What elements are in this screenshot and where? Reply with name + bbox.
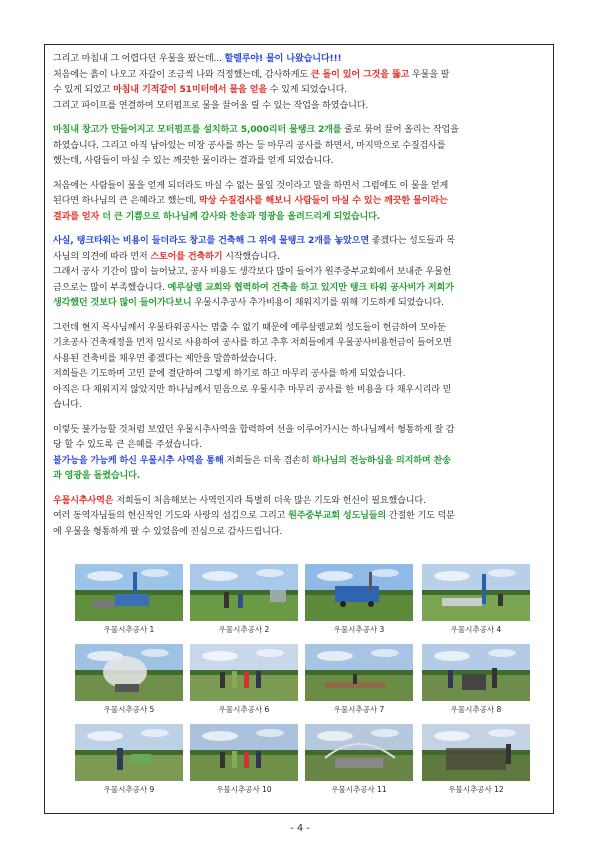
text-line bbox=[53, 525, 547, 541]
text-line bbox=[53, 438, 547, 454]
photo-item bbox=[75, 564, 183, 635]
highlighted-text: 과 영광을 돌렸습니다. bbox=[53, 471, 141, 481]
photo-item bbox=[422, 564, 530, 635]
photo-image bbox=[305, 644, 413, 701]
text-line bbox=[53, 296, 547, 312]
paragraph-gap bbox=[53, 225, 547, 234]
paragraph-gap bbox=[53, 114, 547, 123]
paragraph-gap bbox=[53, 170, 547, 179]
photo-image bbox=[305, 724, 413, 781]
text-run: 좋겠다는 성도들과 목 bbox=[368, 236, 455, 246]
photo-image bbox=[190, 724, 298, 781]
text-line bbox=[53, 509, 547, 525]
photo-item bbox=[75, 644, 183, 715]
paragraph bbox=[53, 494, 547, 541]
text-run: 습니다. bbox=[53, 400, 82, 410]
text-line bbox=[53, 469, 547, 485]
photo-caption: 우물시추공사 8 bbox=[450, 705, 502, 714]
text-line bbox=[53, 321, 547, 337]
text-run: 에 우물을 형통하게 팔 수 있었음에 진심으로 감사드립니다. bbox=[53, 526, 283, 537]
highlighted-text: 원주중부교회 성도님들의 bbox=[288, 511, 387, 521]
text-run: 그런데 현지 목사님께서 우물타워공사는 멈출 수 없기 때문에 예루살렘교회 성도들이 헌금하여 모아둔 bbox=[53, 322, 446, 333]
photo-caption: 우물시추공사 1 bbox=[103, 625, 155, 634]
highlighted-text: 막상 수질검사를 해보니 사람들이 마실 수 있는 깨끗한 물이라는 bbox=[198, 196, 448, 206]
text-run: 수 있게 되었습니다. bbox=[266, 85, 348, 95]
photo-image bbox=[422, 564, 530, 621]
highlighted-text: 더 큰 기쁨으로 하나님께 감사와 찬송과 영광을 올려드리게 되었습니다. bbox=[99, 211, 381, 222]
highlighted-text: 하나님의 전능하심을 의지하며 찬송 bbox=[312, 455, 451, 466]
photo-item bbox=[422, 644, 530, 715]
text-line bbox=[53, 454, 547, 470]
photo-caption: 우물시추공사 6 bbox=[218, 705, 270, 714]
text-run: 아직은 다 채워지지 않았지만 하나님께서 믿음으로 우물시추 마무리 공사를 한 비용을 다 채우시리라 믿 bbox=[53, 384, 452, 395]
text-run: 했는데, 사람들이 마실 수 있는 깨끗한 물이라는 결과를 얻게 되었습니다. bbox=[53, 156, 334, 166]
text-run: 금으로는 많이 부족했습니다. bbox=[53, 282, 168, 293]
text-run: 당 할 수 있도록 큰 은혜를 주셨습니다. bbox=[53, 440, 202, 450]
paragraph-gap bbox=[53, 485, 547, 494]
photo-image bbox=[190, 564, 298, 621]
photo-item bbox=[422, 724, 530, 795]
photo-image bbox=[75, 644, 183, 701]
highlighted-text: 우물시추사역은 bbox=[53, 495, 114, 506]
text-line bbox=[53, 265, 547, 281]
photo-caption: 우물시추공사 3 bbox=[333, 625, 385, 634]
text-line bbox=[53, 83, 547, 99]
text-line bbox=[53, 398, 547, 414]
text-run: 저희들은 기도하며 고민 끝에 결단하여 그렇게 하기로 하고 마무리 공사를 하게 되었습니다. bbox=[53, 369, 406, 379]
text-run: 하였습니다. 그리고 아직 남아있는 미장 공사를 하는 등 마무리 공사를 하면서, 마지막으로 수질검사를 bbox=[53, 140, 446, 151]
photo-item bbox=[75, 724, 183, 795]
text-run: 이렇듯 불가능할 것처럼 보였던 우물시추사역을 합력하여 선을 이루어가시는 하나님께서 형통하게 잘 감 bbox=[53, 424, 455, 435]
text-line bbox=[53, 352, 547, 368]
text-run: 줄로 묶어 끌어 올리는 작업을 bbox=[341, 125, 459, 135]
photo-caption: 우물시추공사 10 bbox=[216, 785, 272, 794]
text-run: 그리고 마침내 그 어렵다던 우물을 팠는데... bbox=[53, 54, 225, 64]
text-run: 저희들이 처음해보는 사역인지라 특별히 더욱 많은 기도와 헌신이 필요했습니다. bbox=[113, 495, 426, 506]
paragraph-gap bbox=[53, 414, 547, 423]
highlighted-text: 할렐루야! 물이 나왔습니다!!! bbox=[224, 54, 342, 64]
photo-image bbox=[75, 724, 183, 781]
text-run: 우물시추공사 추가비용이 채워지기를 위해 기도하게 되었습니다. bbox=[191, 298, 444, 308]
text-run: 기초공사 건축재정을 먼저 임시로 사용하여 공사를 하고 추후 저희들에게 우물공사비용헌금이 들어오면 bbox=[53, 338, 452, 348]
text-line bbox=[53, 250, 547, 266]
text-line bbox=[53, 99, 547, 115]
body-text bbox=[53, 52, 547, 540]
text-run: 처음에는 흙이 나오고 자갈이 조금씩 나와 걱정했는데, 감사하게도 bbox=[53, 69, 311, 80]
page-number: - 4 - bbox=[290, 823, 310, 834]
highlighted-text: 사실, 탱크타워는 비용이 들더라도 창고를 건축해 그 위에 물탱크 2개를 놓았으면 bbox=[53, 236, 369, 246]
photo-item bbox=[190, 644, 298, 715]
text-run: 시작했습니다. bbox=[222, 251, 280, 262]
text-run: 처음에는 사람들이 물을 얻게 되더라도 마실 수 없는 물일 것이라고 말을 하면서 그럼에도 이 물을 얻게 bbox=[53, 180, 449, 191]
text-run: 된다면 하나님의 큰 은혜라고 했는데, bbox=[53, 196, 199, 206]
photo-caption: 우물시추공사 9 bbox=[103, 785, 155, 794]
highlighted-text: 생각했던 것보다 많이 들어가다보니 bbox=[53, 298, 192, 308]
photo-caption: 우물시추공사 5 bbox=[103, 705, 155, 714]
photo-item bbox=[190, 564, 298, 635]
text-run: 간절한 기도 덕분 bbox=[386, 511, 455, 521]
photo-image bbox=[422, 724, 530, 781]
text-line bbox=[53, 367, 547, 383]
text-run: 저희들은 더욱 겸손히 bbox=[223, 455, 313, 466]
highlighted-text: 스토어를 건축하기 bbox=[150, 251, 223, 262]
photo-item bbox=[305, 724, 413, 795]
photo-caption: 우물시추공사 12 bbox=[448, 785, 504, 794]
photo-item bbox=[305, 564, 413, 635]
text-line bbox=[53, 68, 547, 84]
photo-image bbox=[305, 564, 413, 621]
photo-caption: 우물시추공사 7 bbox=[333, 705, 385, 714]
highlighted-text: 큰 돌이 있어 그것을 뚫고 bbox=[310, 69, 410, 80]
photo-item bbox=[305, 644, 413, 715]
text-line bbox=[53, 154, 547, 170]
text-run: 우물을 팔 bbox=[409, 69, 450, 80]
text-line bbox=[53, 336, 547, 352]
paragraph bbox=[53, 123, 547, 170]
highlighted-text: 마침내 기적같이 51미터에서 물을 얻을 bbox=[113, 85, 267, 95]
highlighted-text: 마침내 창고가 만들어지고 모터펌프를 설치하고 5,000리터 물탱크 2개를 bbox=[53, 125, 342, 135]
paragraph bbox=[53, 423, 547, 485]
highlighted-text: 예루살렘 교회와 협력하여 건축을 하고 있지만 탱크 타워 공사비가 저희가 bbox=[167, 282, 454, 293]
text-run: 여러 동역자님들의 헌신적인 기도와 사랑의 섬김으로 그리고 bbox=[53, 511, 289, 521]
text-run: 수 있게 되었고 bbox=[53, 85, 114, 95]
text-line bbox=[53, 210, 547, 226]
text-run: 그래서 공사 기간이 많이 늘어났고, 공사 비용도 생각보다 많이 들어가 원주중부교회에서 보내준 우물헌 bbox=[53, 267, 452, 277]
photo-item bbox=[190, 724, 298, 795]
text-line bbox=[53, 234, 547, 250]
highlighted-text: 결과를 얻자 bbox=[53, 211, 100, 222]
text-line bbox=[53, 179, 547, 195]
text-line bbox=[53, 52, 547, 68]
photo-caption: 우물시추공사 2 bbox=[218, 625, 270, 634]
text-run: 사용된 건축비를 채우면 좋겠다는 제안을 말씀하셨습니다. bbox=[53, 353, 277, 364]
text-line bbox=[53, 494, 547, 510]
paragraph bbox=[53, 179, 547, 226]
text-line bbox=[53, 281, 547, 297]
text-line bbox=[53, 123, 547, 139]
photo-image bbox=[190, 644, 298, 701]
photo-image bbox=[422, 644, 530, 701]
photo-caption: 우물시추공사 11 bbox=[331, 785, 387, 794]
photo-caption: 우물시추공사 4 bbox=[450, 625, 502, 634]
paragraph-gap bbox=[53, 312, 547, 321]
text-line bbox=[53, 423, 547, 439]
text-run: 그리고 파이프를 연결하여 모터펌프로 물을 끌어올 릴 수 있는 작업을 하였습니다. bbox=[53, 100, 369, 111]
text-run: 사님의 의견에 따라 먼저 bbox=[53, 251, 151, 262]
text-line bbox=[53, 383, 547, 399]
paragraph bbox=[53, 234, 547, 312]
text-line bbox=[53, 139, 547, 155]
photo-image bbox=[75, 564, 183, 621]
highlighted-text: 불가능을 가능케 하신 우물시추 사역을 통해 bbox=[53, 455, 224, 466]
text-line bbox=[53, 194, 547, 210]
paragraph bbox=[53, 52, 547, 114]
paragraph bbox=[53, 321, 547, 414]
